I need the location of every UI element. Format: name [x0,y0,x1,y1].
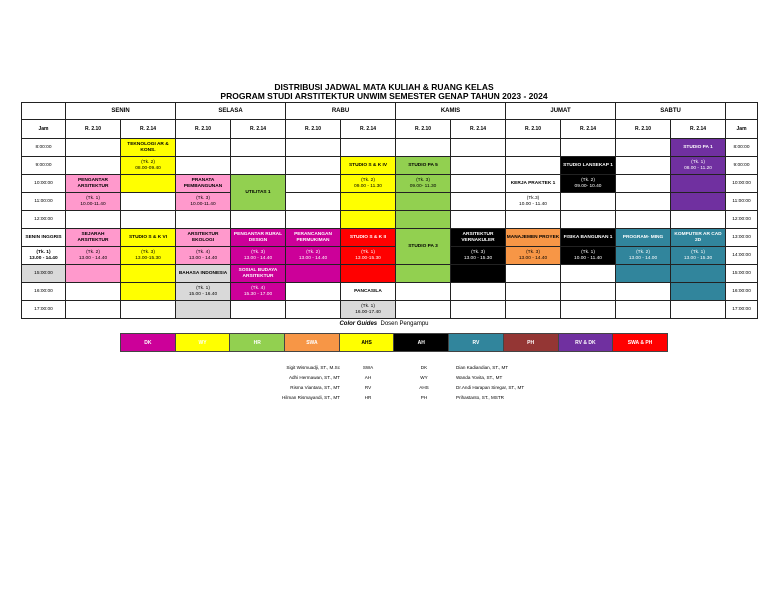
course-info: (Tk. 4) 13.00 - 14.40 [176,247,231,265]
jam-header: Jam [22,120,66,139]
day-senin: SENIN [66,103,176,120]
time-row [22,301,758,319]
time-label: 16:00:00 [726,283,758,301]
course-name: PROGRAM- MING [616,229,671,247]
day-jumat: JUMAT [506,103,616,120]
course-info: (Tk. 2) 09.00- 10.40 [561,175,616,193]
course-name: KERJA PRAKTEK 1 [506,175,561,193]
course-info: (Tk. 2) 13.00 - 14.40 [66,247,121,265]
time-label: 17:00:00 [22,301,66,319]
day-header-row [22,103,758,120]
time-label: 12:00:00 [22,211,66,229]
course-info: (Tk. 1) 08.00 - 11.20 [671,157,726,175]
time-row [22,229,758,247]
time-label: 15:00:00 [726,265,758,283]
time-label: 9:00:00 [726,157,758,175]
time-row [22,175,758,193]
course-name: STUDIO S & K VI [121,229,176,247]
course-info: (Tk. 1) 16.00-17.40 [341,301,396,319]
time-row [22,211,758,229]
time-label: 8:00:00 [22,139,66,157]
course-name: STUDIO S & K IV [341,157,396,175]
day-sabtu: SABTU [616,103,726,120]
room-header: R. 2.14 [231,120,286,139]
time-label: 14:00:00 [726,247,758,265]
course-info: (Tk. 2) 13.00 - 14.40 [286,247,341,265]
course-name: STUDIO LANSEKAP 1 [561,157,616,175]
room-header: R. 2.10 [66,120,121,139]
legend-swatch: RV & DK [558,334,613,352]
legend-swatch: HR [230,334,285,352]
legend-title: Color Guides Dosen Pengampu [339,321,429,327]
legend-swatch: DK [121,334,176,352]
time-row [22,283,758,301]
course-info: (Tk. 2) 08.00-09.40 [121,157,176,175]
course-name: STUDIO PA 5 [396,157,451,175]
course-name: PRANATA PEMBANGUNAN [176,175,231,193]
course-name: STUDIO S & K II [341,229,396,247]
lecturer-row: Risma Viantara, ST., MT RV AHS Dr.Andi Harapan Siregar, ST., MT [290,384,525,390]
legend-swatch: WY [175,334,230,352]
day-selasa: SELASA [176,103,286,120]
course-name: SEJARAH ARSITEKTUR [66,229,121,247]
course-name: MANAJEMEN PROYEK [506,229,561,247]
legend-swatch: AH [394,334,449,352]
course-info: (Tk. 2) 13.00 - 14.00 [616,247,671,265]
course-name: PENGANTAR ARSITEKTUR [66,175,121,193]
room-header: R. 2.10 [286,120,341,139]
course-name: SOSIAL BUDAYA ARSITEKTUR [231,265,286,283]
legend-swatch: RV [449,334,504,352]
room-header: R. 2.14 [121,120,176,139]
schedule-table [21,102,758,319]
course-name: PANCASILA [341,283,396,301]
course-info: (Tk. 1) 13.00-15.30 [341,247,396,265]
day-kamis: KAMIS [396,103,506,120]
course-info: (Tk. 1) 13.00 - 15.30 [671,247,726,265]
lecturer-list [270,362,566,402]
course-name: ARSITEKTUR EKOLOGI [176,229,231,247]
time-label: 12:00:00 [726,211,758,229]
time-label: 13:00:00 [726,229,758,247]
time-row [22,139,758,157]
time-label: 11:00:00 [726,193,758,211]
time-label: 8:00:00 [726,139,758,157]
room-header: R. 2.10 [176,120,231,139]
course-info: (Tk. 1) 10.00 - 11.40 [561,247,616,265]
course-name: STUDIO PA 1 [671,139,726,157]
room-header: R. 2.14 [671,120,726,139]
time-row [22,157,758,175]
course-name: TEKNOLOGI AR & KONS. [121,139,176,157]
course-info: (Tk. 3) 13.00-15.30 [121,247,176,265]
course-info: (Tk.3) 10.00 - 11.40 [506,193,561,211]
document-title: DISTRIBUSI JADWAL MATA KULIAH & RUANG KELAS [274,82,494,92]
course-info: (Tk. 3) 13.00 - 14.40 [506,247,561,265]
time-label: (Tk. 1) 13.00 - 14.40 [22,247,66,265]
course-info: (Tk. 3) 13.00 - 14.40 [231,247,286,265]
room-header-row [22,120,758,139]
course-info: (Tk. 2) 09.00 - 11.30 [341,175,396,193]
time-row [22,247,758,265]
course-info: (Tk. 1) 15.00 - 16.40 [176,283,231,301]
course-info: (Tk. 3) 09.00- 11.30 [396,175,451,193]
course-name: BAHASA INDONESIA [176,265,231,283]
time-label: 11:00:00 [22,193,66,211]
room-header: R. 2.10 [396,120,451,139]
day-rabu: RABU [286,103,396,120]
time-label: 10:00:00 [22,175,66,193]
time-label: 9:00:00 [22,157,66,175]
course-name: FISIKA BANGUNAN 1 [561,229,616,247]
lecturer-row: Hilman Rismayandi, ST., MT HR PH Prihastanto, ST., MSTR [282,394,504,400]
course-name: PERANCANGAN PERMUKIMAN [286,229,341,247]
time-label: 16:00:00 [22,283,66,301]
course-info: (Tk. 1) 10.00-11.40 [66,193,121,211]
lecturer-row: Adhi Hermawan, ST., MT AH WY Wanda Yovita, ST., MT [288,374,503,380]
legend-swatch: PH [503,334,558,352]
course-info: (Tk. 3) 13.00 - 15.30 [451,247,506,265]
course-name: KOMPUTER AR CAD 2D [671,229,726,247]
course-info: (Tk. 3) 10.00-11.40 [176,193,231,211]
lecturer-row: Sigit Wismuadji, ST., M.Sc SWA DK Dian Kadiandian, ST., MT [286,364,509,370]
room-header: R. 2.10 [506,120,561,139]
legend-swatch: SWA [285,334,340,352]
course-name: STUDIO PA 3 [396,229,451,265]
course-info: (Tk. 4) 15.30 - 17.00 [231,283,286,301]
color-legend [120,333,668,352]
course-name: UTILITAS 1 [231,175,286,211]
time-row [22,265,758,283]
jam-header: Jam [726,120,758,139]
time-row [22,193,758,211]
course-name: PENGANTAR RURAL DESIGN [231,229,286,247]
room-header: R. 2.14 [451,120,506,139]
legend-swatch: AHS [339,334,394,352]
time-label: 10:00:00 [726,175,758,193]
document-subtitle: PROGRAM STUDI ARSTITEKTUR UNWIM SEMESTER GENAP TAHUN 2023 - 2024 [220,91,548,101]
room-header: R. 2.14 [561,120,616,139]
time-label: SENIN INGGRIS [22,229,66,247]
time-label: 15:00:00 [22,265,66,283]
legend-swatch: SWA & PH [613,334,668,352]
room-header: R. 2.14 [341,120,396,139]
room-header: R. 2.10 [616,120,671,139]
course-name: ARSITEKTUR VERNAKULER [451,229,506,247]
time-label: 17:00:00 [726,301,758,319]
